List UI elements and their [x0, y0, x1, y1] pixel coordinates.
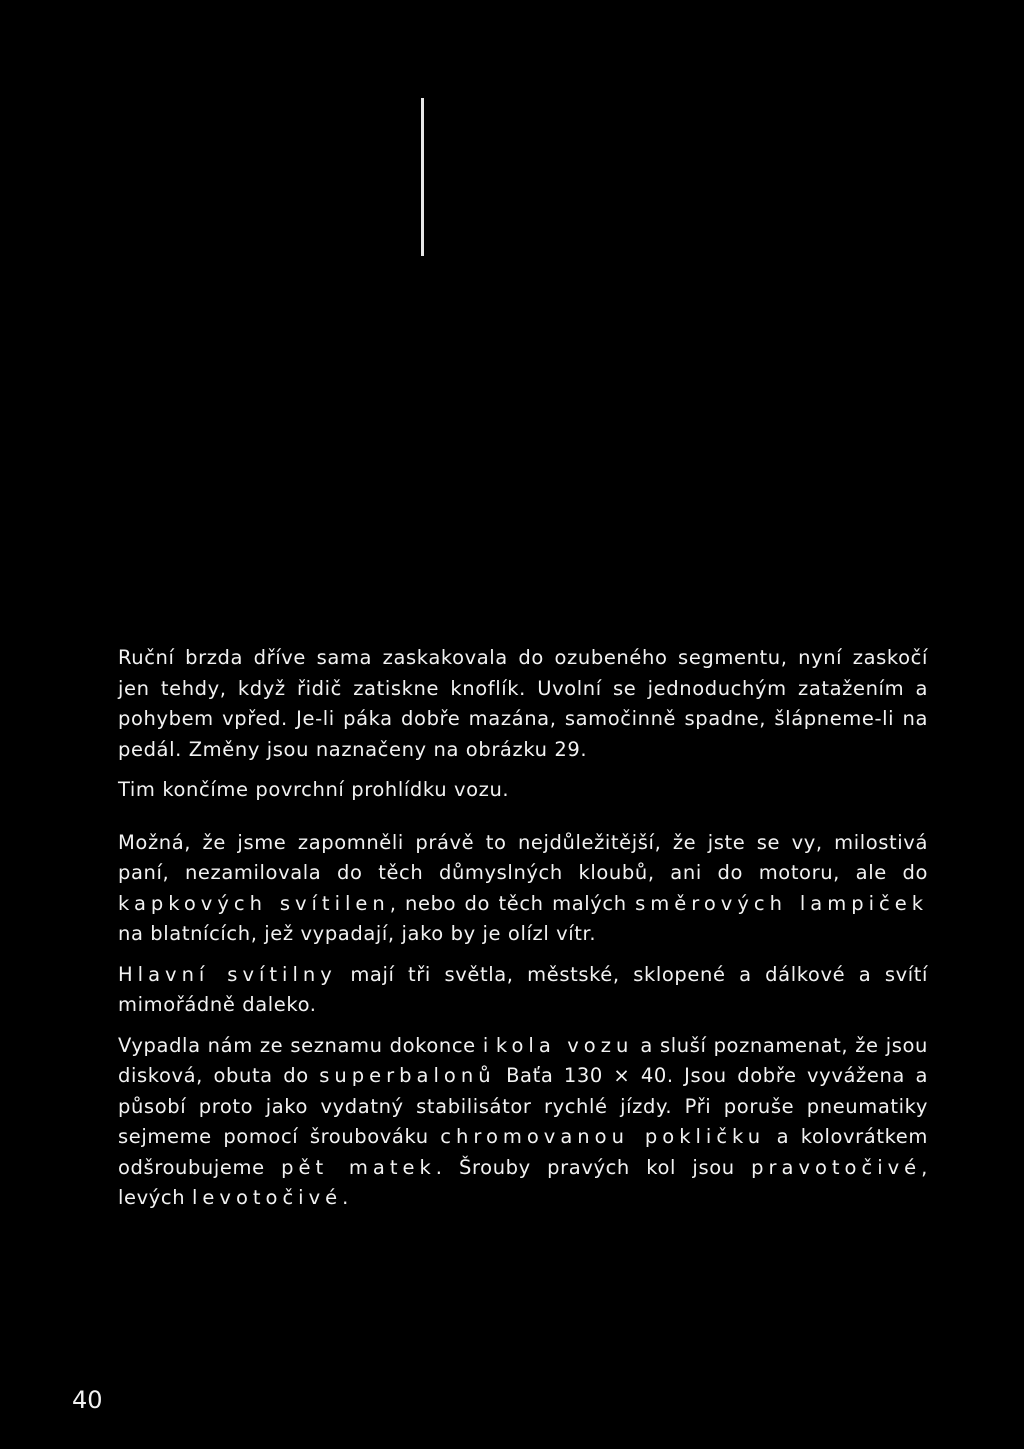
text-span: , nebo do těch malých [389, 891, 636, 915]
paragraph-wheels [118, 1031, 928, 1214]
body-text [118, 643, 928, 1214]
illustration-line [421, 98, 424, 256]
emphasis-direction-lamps: směrových lampiček [635, 891, 928, 915]
text-span: Možná, že jsme zapomněli právě to nejdůležitější, že jste se vy, milostivá paní, nezamilovala do těch důmyslných kloubů, ani do motoru, ale do [118, 830, 928, 884]
paragraph-inspection-end: Tim končíme povrchní prohlídku vozu. [118, 778, 510, 801]
emphasis-right-hand-thread: pravotočivé [751, 1155, 922, 1179]
emphasis-drop-lamps: kapkových svítilen [118, 891, 390, 915]
paragraph-hand-brake: Ruční brzda dříve sama zaskakovala do ozubeného segmentu, nyní zaskočí jen tehdy, když řidič zatiskne knoflík. Uvolní se jednoduchým zatažením a pohybem vpřed. Je-li páka dobře mazána, samočinně spadne, šlápneme-li na pedál. Změny jsou naznačeny na obrázku 29. [118, 646, 928, 761]
text-span: . Šrouby pravých kol jsou [435, 1155, 752, 1179]
emphasis-superballoons: superbalonů [319, 1064, 496, 1087]
text-span: Baťa 130 × 40. Jsou dobře vyvážena a působí proto jako vydatný stabilisátor rychlé jízdy. Při poruše pneumatiky sejmeme pomocí šroubováku [118, 1064, 928, 1148]
paragraph-lamps [118, 828, 928, 950]
text-span: na blatnících, jež vypadají, jako by je olízl vítr. [118, 922, 597, 945]
text-span: . [342, 1186, 349, 1209]
emphasis-five-nuts: pět matek [281, 1155, 436, 1179]
text-span: a sluší poznamenat, že jsou disková, obuta do [118, 1033, 928, 1087]
paragraph-headlights [118, 960, 928, 1021]
emphasis-headlights: Hlavní svítilny [118, 962, 337, 986]
page-number: 40 [72, 1386, 103, 1414]
text-span: Vypadla nám ze seznamu dokonce i [118, 1033, 496, 1057]
emphasis-left-hand-thread: levotočivé [191, 1186, 343, 1209]
text-span: , levých [118, 1155, 928, 1209]
emphasis-wheels: kola vozu [495, 1033, 634, 1057]
text-span: a kolovrátkem odšroubujeme [118, 1125, 928, 1179]
emphasis-chrome-cap: chromovanou pokličku [440, 1125, 766, 1148]
text-span: mají tři světla, městské, sklopené a dálkové a svítí mimořádně daleko. [118, 962, 929, 1016]
